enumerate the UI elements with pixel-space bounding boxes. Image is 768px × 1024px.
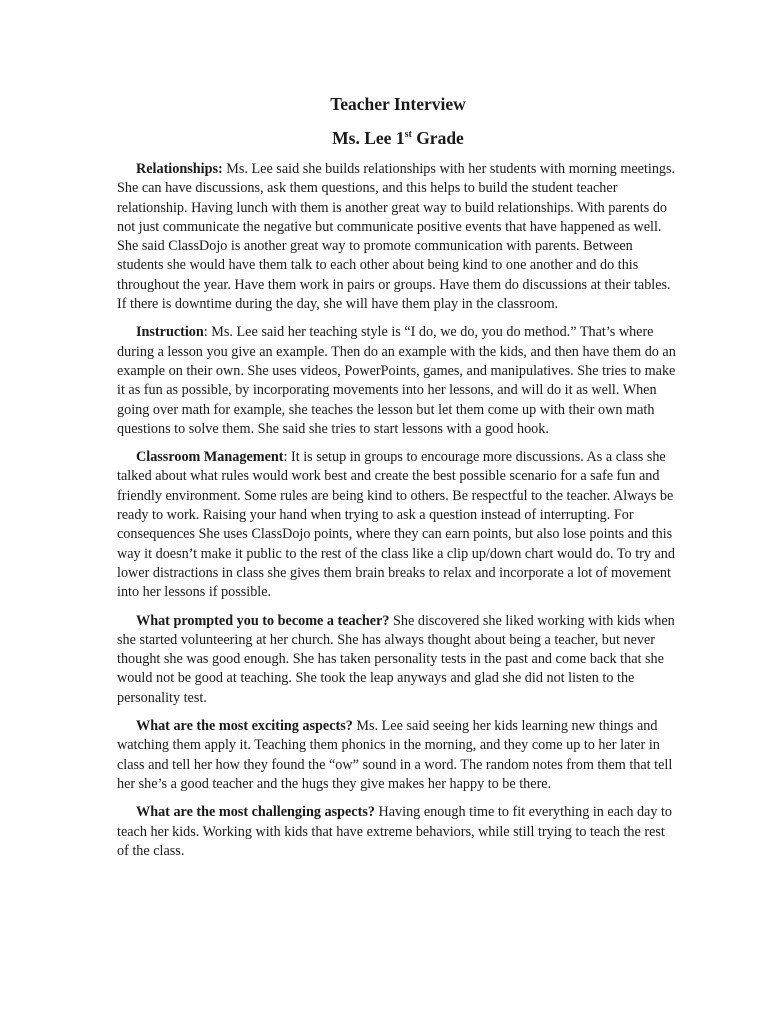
section-challenging-aspects	[117, 803, 679, 861]
section-text: She discovered she liked working with kids when she started volunteering at her church. She has always thought about being a teacher, but never thought she was good enough. She has taken personality tests in the past and come back that she would not be good at teaching. She took the leap anyways and glad she did not listen to the personality test.	[117, 612, 675, 706]
subtitle-suffix: Grade	[411, 128, 464, 148]
section-text: : It is setup in groups to encourage more discussions. As a class she talked about what rules would work best and create the best possible scenario for a safe fun and friendly environment. Some rules are being kind to others. Be respectful to the teacher. Always be ready to work. Raising your hand when trying to ask a question instead of interrupting. For consequences She uses ClassDojo points, where they can earn points, but also lose points and this way it doesn’t make it public to the rest of the class like a clip up/down chart would do. To try and lower distractions in class she gives them brain breaks to relax and incorporate a lot of movement into her lessons if possible.	[117, 449, 675, 601]
section-classroom-management	[117, 448, 679, 602]
document-page	[117, 92, 679, 870]
section-text: Having enough time to fit everything in each day to teach her kids. Working with kids that have extreme behaviors, while still trying to teach the rest of the class.	[117, 804, 673, 859]
section-text: Ms. Lee said seeing her kids learning new things and watching them apply it. Teaching them phonics in the morning, and they come up to her later in class and tell her how they found the “ow” sound in a word. The random notes from them that tell her she’s a good teacher and the hugs they give makes her happy to be there.	[117, 718, 673, 792]
section-heading: What are the most exciting aspects?	[136, 718, 353, 735]
section-heading: What are the most challenging aspects?	[136, 804, 375, 821]
section-heading: Relationships:	[136, 161, 223, 177]
section-text: Ms. Lee said she builds relationships with her students with morning meetings. She can have discussions, ask them questions, and this helps to build the student teacher relationship. Having lunch with them is another great way to build relationships. With parents do not just communicate the negative but communicate positive events that have happened as well. She said ClassDojo is another great way to promote communication with parents. Between students she would have them talk to each other about being kind to one another and do this throughout the year. Have them work in pairs or groups. Have them do discussions at their tables. If there is downtime during the day, she will have them play in the classroom.	[117, 161, 676, 313]
section-instruction	[117, 323, 679, 439]
subtitle-prefix: Ms. Lee 1	[332, 128, 405, 148]
section-heading: What prompted you to become a teacher?	[136, 612, 390, 629]
section-text: : Ms. Lee said her teaching style is “I do, we do, you do method.” That’s where during a lesson you give an example. Then do an example with the kids, and then have them do an example on their own. She uses videos, PowerPoints, games, and manipulatives. She tries to make it as fun as possible, by incorporating movements into her lessons, and will do it as well. When going over math for example, she teaches the lesson but let them come up with their own math questions to solve them. She said she tries to start lessons with a good hook.	[117, 324, 676, 437]
document-subtitle	[117, 126, 679, 150]
document-title: Teacher Interview	[330, 94, 466, 114]
section-heading: Classroom Management	[136, 449, 284, 466]
section-relationships	[117, 160, 679, 314]
subtitle-superscript: st	[404, 129, 412, 140]
section-what-prompted	[117, 612, 679, 708]
section-exciting-aspects	[117, 717, 679, 794]
section-heading: Instruction	[136, 324, 204, 341]
